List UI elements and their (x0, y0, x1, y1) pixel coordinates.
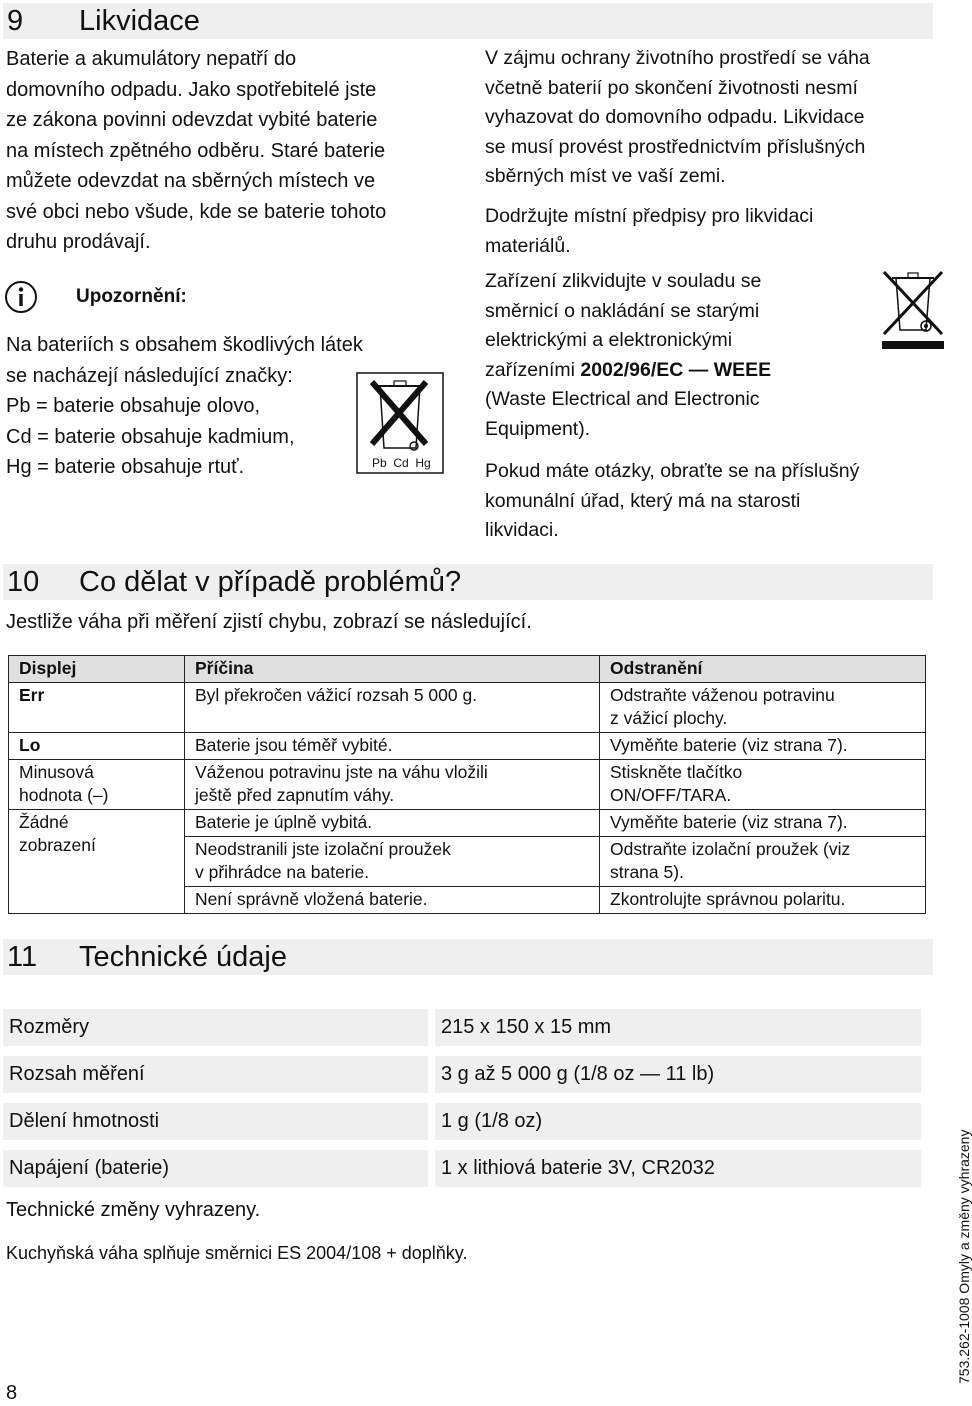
text-line: Pb = baterie obsahuje olovo, (6, 395, 261, 417)
battery-symbols-label: Pb Cd Hg (372, 456, 431, 470)
text-line: Váženou potravinu jste na váhu vložili (195, 762, 488, 782)
fix-cell: Vyměňte baterie (viz strana 7). (600, 810, 926, 837)
spec-label: Napájení (baterie) (3, 1150, 428, 1187)
text-line: (Waste Electrical and Electronic (485, 388, 760, 410)
technical-changes-note: Technické změny vyhrazeny. (6, 1199, 261, 1221)
text-line: Minusová (19, 762, 94, 782)
fix-cell (600, 760, 926, 810)
column-header-fix: Odstranění (600, 656, 926, 683)
fix-cell (600, 683, 926, 733)
section-number: 10 (7, 566, 40, 598)
text-line: ještě před zapnutím váhy. (195, 785, 395, 805)
local-rules-paragraph (485, 202, 813, 261)
table-row (9, 683, 926, 733)
weee-directive: 2002/96/EC — WEEE (580, 358, 772, 381)
cause-cell (185, 760, 600, 810)
text-line: směrnicí o nakládání se starými (485, 299, 760, 322)
section-number: 11 (7, 941, 38, 973)
text-line: druhu prodávají. (6, 231, 151, 253)
fix-cell (600, 837, 926, 887)
text-line: hodnota (–) (19, 785, 109, 805)
cause-cell: Baterie je úplně vybitá. (185, 810, 600, 837)
display-cell: Lo (9, 733, 185, 760)
text-line: domovního odpadu. Jako spotřebitelé jste (6, 78, 377, 101)
spec-value: 215 x 150 x 15 mm (435, 1009, 921, 1046)
text-line: Žádné (19, 812, 69, 832)
section-title: Co dělat v případě problémů? (79, 566, 462, 598)
text-line: Pokud máte otázky, obraťte se na příslušný (485, 460, 860, 482)
notice-title: Upozornění: (76, 286, 187, 307)
text-line: ze zákona povinni odevzdat vybité baterie (6, 109, 378, 131)
fix-cell: Zkontrolujte správnou polaritu. (600, 887, 926, 914)
text-line: své obci nebo všude, kde se baterie tohoto (6, 200, 387, 223)
text-line: včetně baterií po skončení životnosti nesmí (485, 76, 858, 99)
display-cell: Err (9, 683, 185, 733)
spec-label: Rozměry (3, 1009, 428, 1046)
text-line: elektrickými a elektronickými (485, 329, 733, 351)
text-line: Stiskněte tlačítko (610, 762, 743, 782)
fix-cell: Vyměňte baterie (viz strana 7). (600, 733, 926, 760)
weee-paragraph (485, 267, 771, 444)
info-icon (4, 280, 38, 319)
side-document-code: 753.262-1008 Omyly a změny vyhrazeny (956, 1129, 972, 1384)
table-row (9, 810, 926, 837)
table-row (9, 733, 926, 760)
text-line: Equipment). (485, 417, 591, 440)
spec-label: Rozsah měření (3, 1056, 428, 1093)
text-line (485, 356, 771, 386)
section-11-heading (3, 939, 933, 975)
section-number: 9 (7, 5, 24, 37)
text-line: Zařízení zlikvidujte v souladu se (485, 270, 762, 292)
spec-value: 1 g (1/8 oz) (435, 1103, 921, 1140)
spec-value: 1 x lithiová baterie 3V, CR2032 (435, 1150, 921, 1187)
spec-label: Dělení hmotnosti (3, 1103, 428, 1140)
text-line: materiálů. (485, 234, 571, 257)
table-row (9, 760, 926, 810)
text-line: vyhazovat do domovního odpadu. Likvidace (485, 106, 865, 128)
directive-note: Kuchyňská váha splňuje směrnici ES 2004/108 + doplňky. (6, 1243, 468, 1263)
text-line: ON/OFF/TARA. (610, 785, 732, 805)
section-title: Likvidace (79, 5, 200, 37)
text-line: likvidaci. (485, 519, 559, 541)
text-line: Cd = baterie obsahuje kadmium, (6, 425, 295, 448)
questions-paragraph (485, 457, 859, 546)
text-line: Hg = baterie obsahuje rtuť. (6, 456, 245, 478)
section-title: Technické údaje (79, 941, 287, 973)
table-header-row (9, 656, 926, 683)
notice-paragraph (6, 330, 363, 483)
text-line: Dodržujte místní předpisy pro likvidaci (485, 205, 814, 227)
environment-paragraph (485, 44, 870, 192)
text-line: komunální úřad, který má na starosti (485, 489, 801, 512)
page-number: 8 (6, 1382, 18, 1404)
display-cell (9, 810, 185, 914)
text-line: můžete odevzdat na sběrných místech ve (6, 170, 376, 192)
weee-crossed-bin-icon (878, 268, 948, 357)
text-line: V zájmu ochrany životního prostředí se váha (485, 47, 870, 69)
disposal-paragraph (6, 44, 386, 258)
text-line: Odstraňte váženou potravinu (610, 685, 835, 705)
troubleshooting-intro: Jestliže váha při měření zjistí chybu, zobrazí se následující. (6, 611, 532, 633)
text-line: zobrazení (19, 835, 96, 855)
cause-cell: Byl překročen vážicí rozsah 5 000 g. (185, 683, 600, 733)
column-header-cause: Příčina (185, 656, 600, 683)
error-table (8, 655, 926, 914)
text-line: se nacházejí následující značky: (6, 364, 293, 387)
display-cell (9, 760, 185, 810)
text-line: Odstraňte izolační proužek (viz (610, 839, 851, 859)
text-line: Neodstranili jste izolační proužek (195, 839, 451, 859)
text-line: Baterie a akumulátory nepatří do (6, 48, 297, 70)
spec-value: 3 g až 5 000 g (1/8 oz — 11 lb) (435, 1056, 921, 1093)
text-fragment: zařízeními (485, 358, 581, 381)
section-9-heading (3, 3, 933, 39)
text-line: na místech zpětného odběru. Staré baterie (6, 139, 386, 162)
cause-cell: Baterie jsou téměř vybité. (185, 733, 600, 760)
text-line: Na bateriích s obsahem škodlivých látek (6, 334, 363, 356)
column-header-display: Displej (9, 656, 185, 683)
text-line: strana 5). (610, 862, 684, 882)
text-line: se musí provést prostřednictvím příslušných (485, 135, 866, 158)
cause-cell (185, 837, 600, 887)
text-line: z vážicí plochy. (610, 708, 728, 728)
section-10-heading (3, 564, 933, 600)
text-line: v přihrádce na baterie. (195, 862, 370, 882)
cause-cell: Není správně vložená baterie. (185, 887, 600, 914)
text-line: sběrných míst ve vaší zemi. (485, 165, 726, 187)
